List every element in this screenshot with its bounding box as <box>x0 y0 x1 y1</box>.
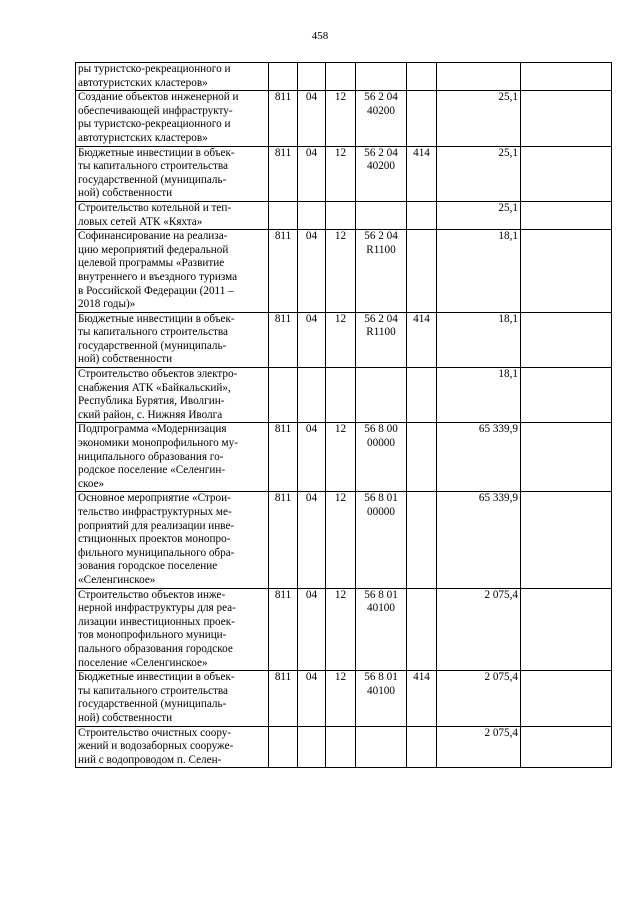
cell-grbs: 811 <box>269 91 298 146</box>
cell-name: Софинансирование на реализа- цию мероприятий федеральной целевой программы «Развитие внутреннего и въездного туризма в Российской Федерации (2011 – 2018 годы)» <box>76 230 269 313</box>
cell-podrazdel: 12 <box>326 423 356 492</box>
cell-target-article <box>356 63 407 91</box>
cell-name: ры туристско-рекреационного и автотуристских кластеров» <box>76 63 269 91</box>
cell-podrazdel: 12 <box>326 312 356 367</box>
cell-podrazdel: 12 <box>326 671 356 726</box>
cell-podrazdel: 12 <box>326 91 356 146</box>
cell-expense-type <box>407 63 437 91</box>
cell-target-article: 56 8 01 00000 <box>356 492 407 588</box>
cell-extra <box>521 588 612 671</box>
table-row <box>76 146 612 201</box>
cell-razdel: 04 <box>298 423 326 492</box>
cell-grbs: 811 <box>269 230 298 313</box>
table-row <box>76 201 612 229</box>
table-row <box>76 671 612 726</box>
cell-sum: 25,1 <box>437 201 521 229</box>
table-row <box>76 312 612 367</box>
budget-table <box>75 62 612 768</box>
cell-sum: 2 075,4 <box>437 671 521 726</box>
cell-grbs: 811 <box>269 146 298 201</box>
cell-expense-type <box>407 230 437 313</box>
cell-extra <box>521 368 612 423</box>
cell-razdel <box>298 201 326 229</box>
cell-target-article: 56 8 01 40100 <box>356 671 407 726</box>
cell-sum: 18,1 <box>437 230 521 313</box>
cell-extra <box>521 312 612 367</box>
cell-grbs <box>269 368 298 423</box>
cell-sum: 18,1 <box>437 368 521 423</box>
cell-name: Строительство объектов электро- снабжения АТК «Байкальский», Республика Бурятия, Иволгин- ский район, с. Нижняя Иволга <box>76 368 269 423</box>
table-row <box>76 726 612 768</box>
cell-sum: 25,1 <box>437 146 521 201</box>
cell-name: Строительство котельной и теп- ловых сетей АТК «Кяхта» <box>76 201 269 229</box>
cell-extra <box>521 91 612 146</box>
cell-sum: 2 075,4 <box>437 726 521 768</box>
cell-expense-type <box>407 201 437 229</box>
cell-extra <box>521 726 612 768</box>
cell-sum: 25,1 <box>437 91 521 146</box>
cell-name: Строительство объектов инже- нерной инфраструктуры для реа- лизации инвестиционных проек- тов монопрофильного муници- пального образования городское поселение «Селенгинское» <box>76 588 269 671</box>
cell-razdel: 04 <box>298 230 326 313</box>
cell-grbs <box>269 63 298 91</box>
cell-sum: 18,1 <box>437 312 521 367</box>
cell-target-article: 56 2 04 40200 <box>356 91 407 146</box>
cell-podrazdel: 12 <box>326 146 356 201</box>
cell-podrazdel <box>326 63 356 91</box>
cell-expense-type: 414 <box>407 312 437 367</box>
cell-name: Бюджетные инвестиции в объек- ты капитального строительства государственной (муниципаль- ной) собственности <box>76 146 269 201</box>
cell-grbs: 811 <box>269 671 298 726</box>
cell-target-article: 56 8 01 40100 <box>356 588 407 671</box>
cell-expense-type <box>407 588 437 671</box>
cell-grbs: 811 <box>269 492 298 588</box>
cell-sum: 65 339,9 <box>437 423 521 492</box>
cell-razdel <box>298 63 326 91</box>
cell-podrazdel <box>326 726 356 768</box>
table-row <box>76 423 612 492</box>
cell-razdel: 04 <box>298 91 326 146</box>
cell-podrazdel <box>326 368 356 423</box>
table-body <box>76 63 612 768</box>
cell-target-article: 56 2 04 R1100 <box>356 312 407 367</box>
cell-extra <box>521 230 612 313</box>
cell-expense-type <box>407 423 437 492</box>
cell-name: Бюджетные инвестиции в объек- ты капитального строительства государственной (муниципаль- ной) собственности <box>76 671 269 726</box>
table-row <box>76 91 612 146</box>
cell-grbs <box>269 726 298 768</box>
cell-sum: 2 075,4 <box>437 588 521 671</box>
cell-target-article: 56 2 04 40200 <box>356 146 407 201</box>
cell-extra <box>521 63 612 91</box>
cell-extra <box>521 423 612 492</box>
cell-expense-type <box>407 726 437 768</box>
cell-extra <box>521 146 612 201</box>
table-row <box>76 588 612 671</box>
cell-podrazdel <box>326 201 356 229</box>
cell-podrazdel: 12 <box>326 588 356 671</box>
cell-target-article: 56 2 04 R1100 <box>356 230 407 313</box>
cell-target-article <box>356 726 407 768</box>
table-row <box>76 230 612 313</box>
cell-extra <box>521 492 612 588</box>
cell-expense-type <box>407 368 437 423</box>
cell-razdel: 04 <box>298 146 326 201</box>
cell-sum: 65 339,9 <box>437 492 521 588</box>
cell-grbs: 811 <box>269 423 298 492</box>
cell-target-article <box>356 368 407 423</box>
cell-razdel: 04 <box>298 312 326 367</box>
cell-expense-type <box>407 91 437 146</box>
cell-name: Создание объектов инженерной и обеспечивающей инфраструкту- ры туристско-рекреационного и автотуристских кластеров» <box>76 91 269 146</box>
cell-name: Основное мероприятие «Строи- тельство инфраструктурных ме- роприятий для реализации инве- стиционных проектов монопро- фильного муниципального обра- зования городское поселение «Селенгинское» <box>76 492 269 588</box>
cell-target-article <box>356 201 407 229</box>
table-row <box>76 492 612 588</box>
cell-name: Бюджетные инвестиции в объек- ты капитального строительства государственной (муниципаль- ной) собственности <box>76 312 269 367</box>
cell-name: Подпрограмма «Модернизация экономики монопрофильного му- ниципального образования го- родское поселение «Селенгин- ское» <box>76 423 269 492</box>
cell-podrazdel: 12 <box>326 230 356 313</box>
cell-razdel: 04 <box>298 671 326 726</box>
cell-grbs <box>269 201 298 229</box>
cell-razdel <box>298 368 326 423</box>
cell-razdel <box>298 726 326 768</box>
cell-extra <box>521 671 612 726</box>
cell-expense-type: 414 <box>407 146 437 201</box>
table-row <box>76 368 612 423</box>
cell-name: Строительство очистных соору- жений и водозаборных сооруже- ний с водопроводом п. Селен- <box>76 726 269 768</box>
cell-grbs: 811 <box>269 312 298 367</box>
cell-razdel: 04 <box>298 492 326 588</box>
cell-expense-type <box>407 492 437 588</box>
cell-grbs: 811 <box>269 588 298 671</box>
cell-razdel: 04 <box>298 588 326 671</box>
table-row <box>76 63 612 91</box>
cell-podrazdel: 12 <box>326 492 356 588</box>
cell-extra <box>521 201 612 229</box>
page-number: 458 <box>311 30 329 42</box>
cell-target-article: 56 8 00 00000 <box>356 423 407 492</box>
cell-expense-type: 414 <box>407 671 437 726</box>
cell-sum <box>437 63 521 91</box>
